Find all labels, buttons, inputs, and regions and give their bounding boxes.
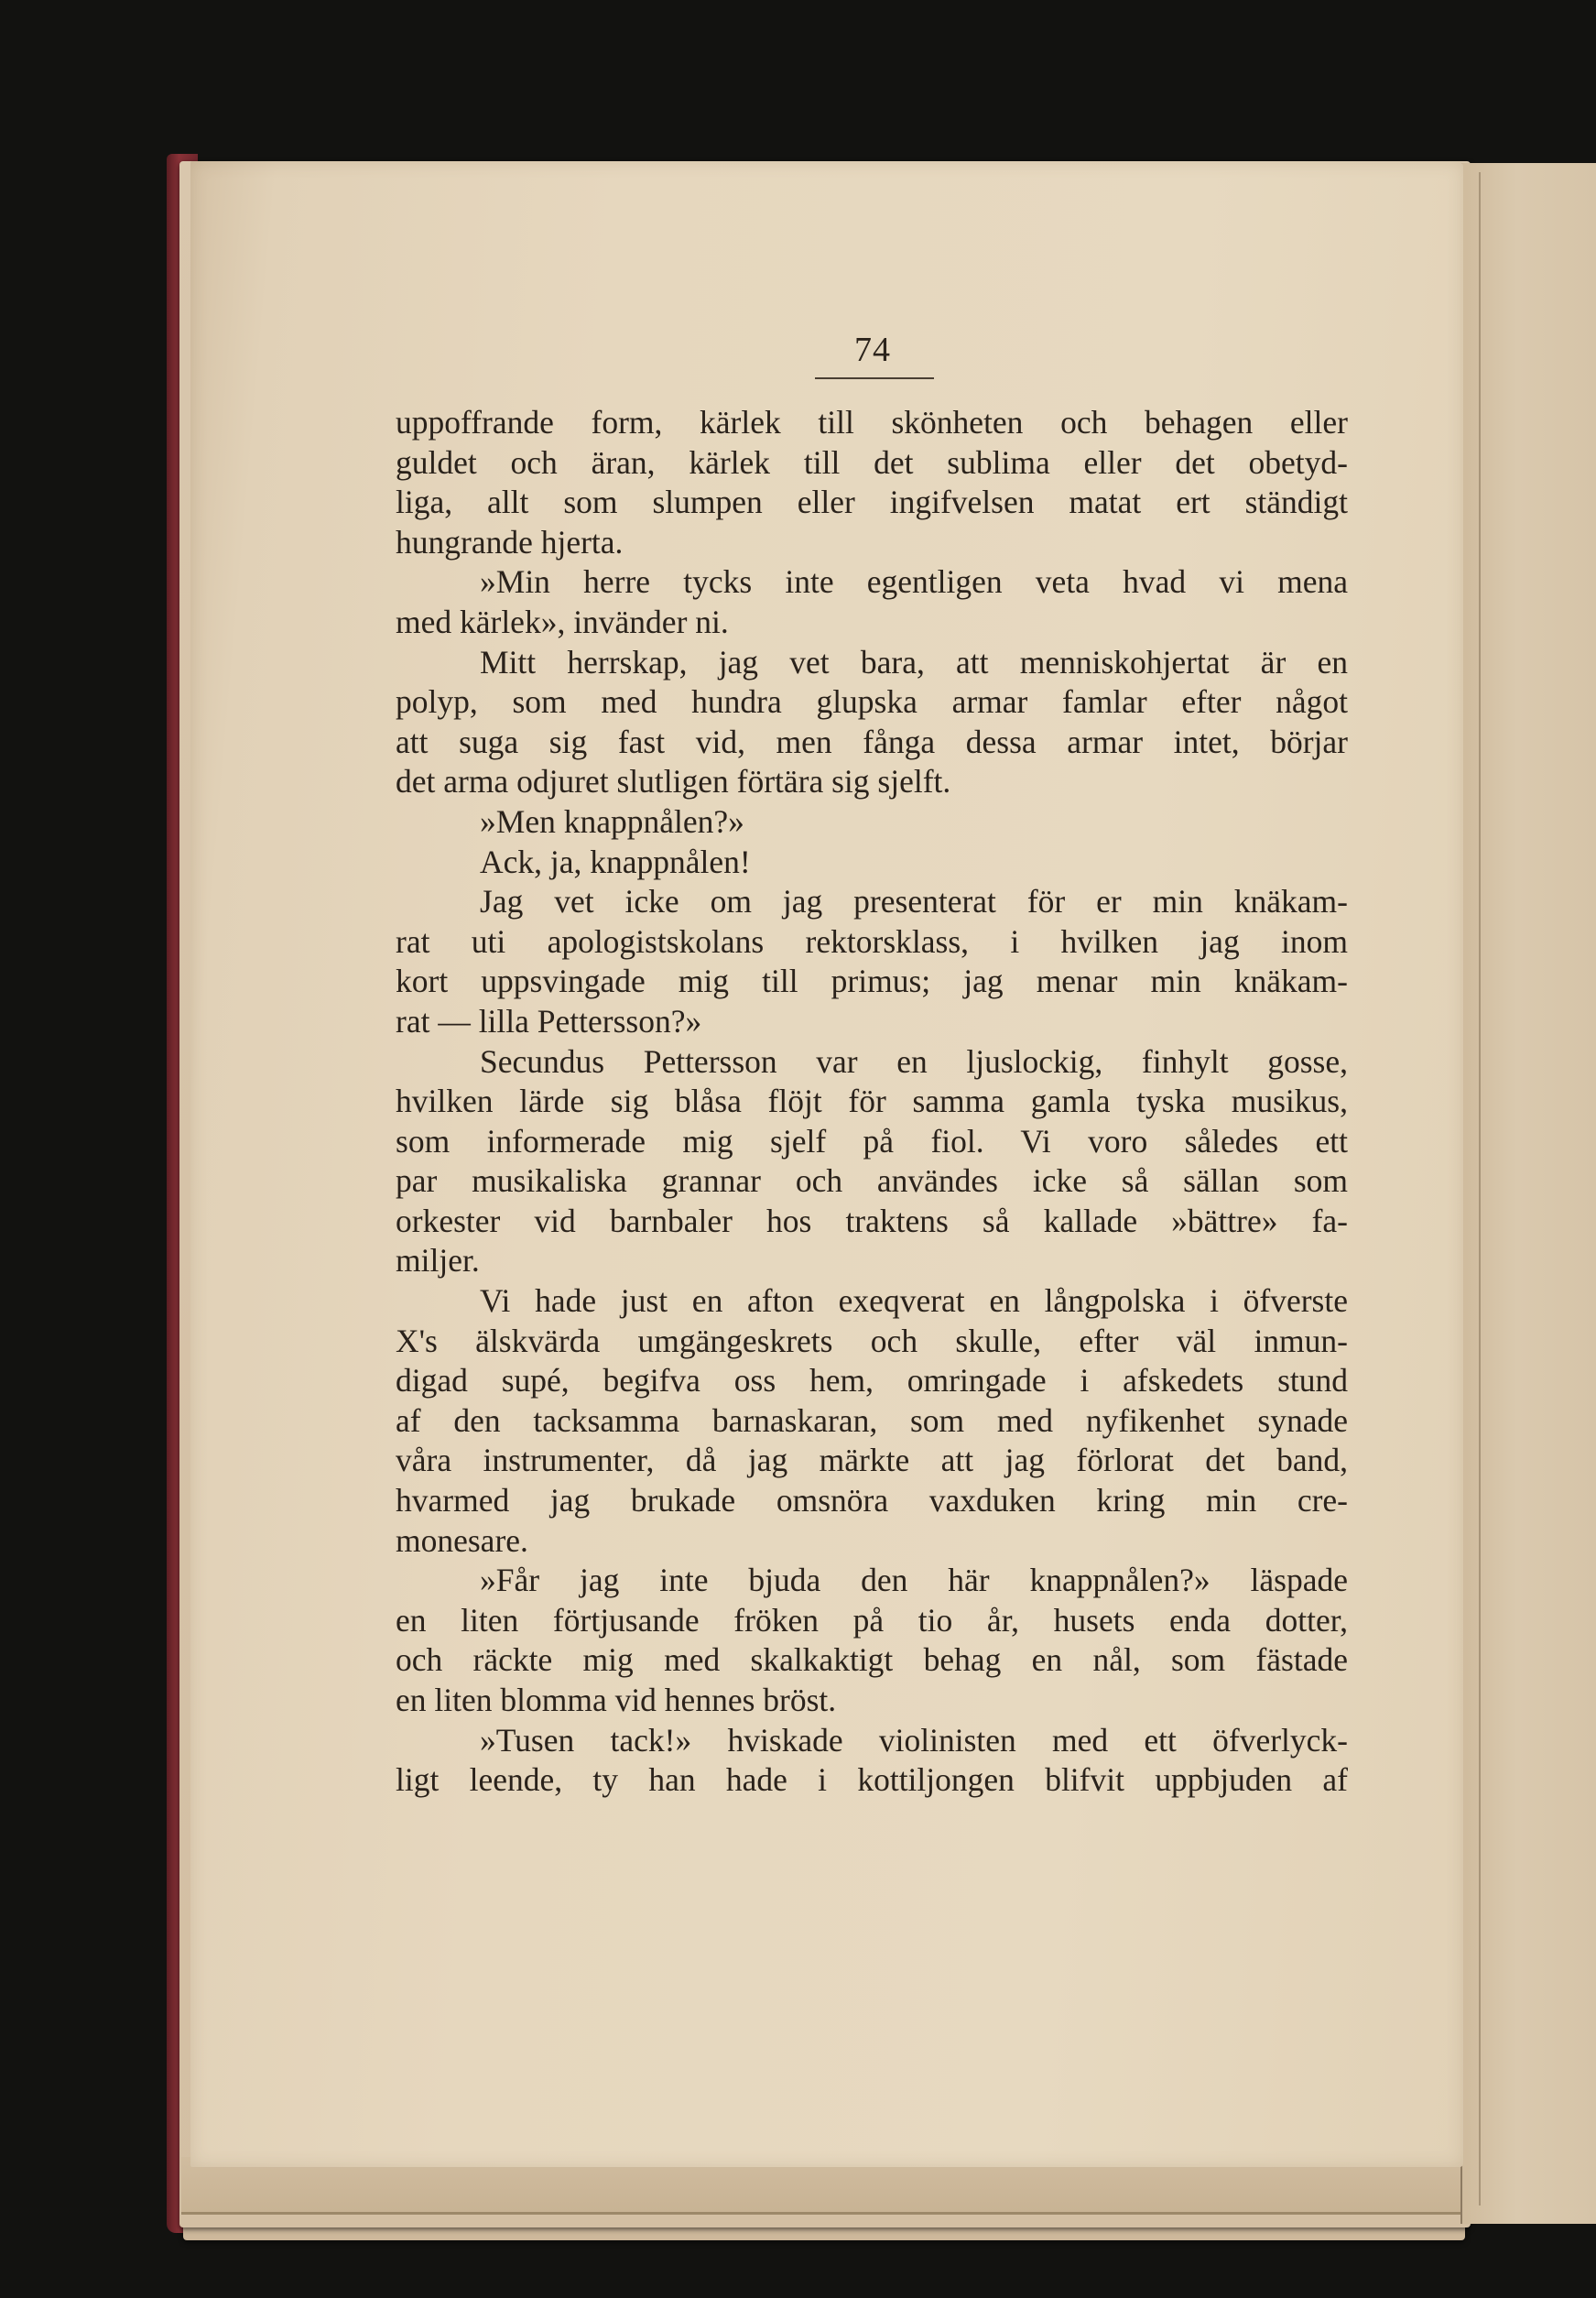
text-line: miljer. — [396, 1242, 480, 1280]
text-line: hvarmed jag brukade omsnöra vaxduken kring min cre- — [396, 1482, 1348, 1519]
text-line: polyp, som med hundra glupska armar famlar efter något — [396, 683, 1348, 721]
text-line: X's älskvärda umgängeskrets och skulle, efter väl inmun- — [396, 1322, 1348, 1359]
text-line: det arma odjuret slutligen förtära sig sjelft. — [396, 763, 951, 800]
text-line: hungrande hjerta. — [396, 523, 624, 561]
text-line: Ack, ja, knappnålen! — [480, 843, 751, 880]
text-line: med kärlek», invänder ni. — [396, 603, 729, 640]
text-line: kort uppsvingade mig till primus; jag menar min knäkam- — [396, 963, 1348, 1000]
text-line: och räckte mig med skalkaktigt behag en nål, som fästade — [396, 1641, 1348, 1679]
facing-page-edge — [1460, 163, 1596, 2224]
text-line: »Min herre tycks inte egentligen veta hvad vi mena — [480, 563, 1348, 601]
text-line: uppoffrande form, kärlek till skönheten och behagen eller — [396, 404, 1348, 441]
text-line: våra instrumenter, då jag märkte att jag förlorat det band, — [396, 1442, 1348, 1479]
text-line: som informerade mig sjelf på fiol. Vi voro således ett — [396, 1122, 1348, 1160]
text-line: Vi hade just en afton exeqverat en långpolska i öfverste — [480, 1282, 1348, 1320]
text-line: en liten blomma vid hennes bröst. — [396, 1682, 837, 1718]
text-line: en liten förtjusande fröken på tio år, husets enda dotter, — [396, 1601, 1348, 1639]
text-line: »Får jag inte bjuda den här knappnålen?» läspade — [480, 1562, 1348, 1599]
text-line: monesare. — [396, 1521, 528, 1559]
text-line: hvilken lärde sig blåsa flöjt för samma gamla tyska musikus, — [396, 1083, 1348, 1120]
text-line: par musikaliska grannar och användes icke så sällan som — [396, 1162, 1348, 1200]
page-number-rule — [815, 377, 934, 379]
text-line: Secundus Pettersson var en ljuslockig, finhylt gosse, — [480, 1042, 1348, 1080]
text-line: liga, allt som slumpen eller ingifvelsen matat ert ständigt — [396, 484, 1348, 521]
text-line: Jag vet icke om jag presenterat för er min knäkam- — [480, 883, 1348, 920]
text-line: digad supé, begifva oss hem, omringade i afskedets stund — [396, 1362, 1348, 1399]
text-line: guldet och äran, kärlek till det sublima eller det obetyd- — [396, 443, 1348, 481]
text-line: orkester vid barnbaler hos traktens så kallade »bättre» fa- — [396, 1202, 1348, 1239]
text-line: af den tacksamma barnaskaran, som med nyfikenhet synade — [396, 1401, 1348, 1439]
text-line: »Men knappnålen?» — [480, 802, 744, 840]
text-line: »Tusen tack!» hviskade violinisten med ett öfverlyck- — [480, 1721, 1348, 1759]
text-line: Mitt herrskap, jag vet bara, att menniskohjertat är en — [480, 643, 1348, 681]
text-line: rat uti apologistskolans rektorsklass, i hvilken jag inom — [396, 922, 1348, 960]
text-line: ligt leende, ty han hade i kottiljongen blifvit uppbjuden af — [396, 1761, 1348, 1799]
page-body-text — [396, 403, 1348, 1801]
text-line: rat — lilla Pettersson?» — [396, 1002, 702, 1040]
page-number: 74 — [854, 331, 891, 369]
text-line: att suga sig fast vid, men fånga dessa armar intet, börjar — [396, 723, 1348, 760]
